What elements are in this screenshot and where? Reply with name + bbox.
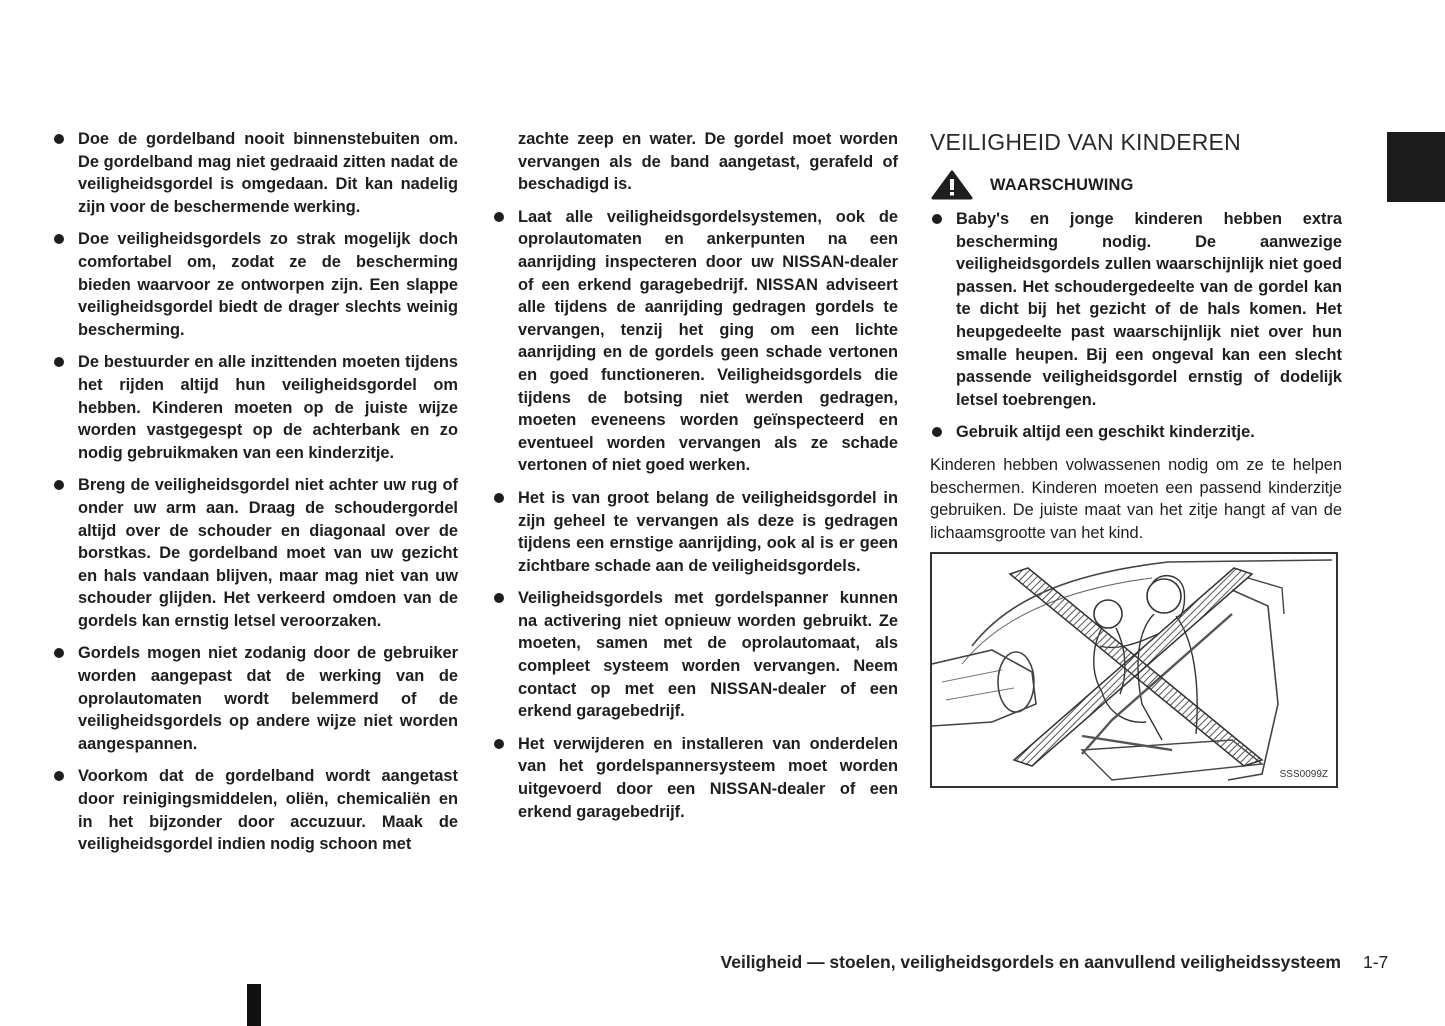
list-item: Het is van groot belang de veiligheidsgordel in zijn geheel te vervangen als deze is gedragen tijdens een ernstige aanrijding, ook al is er geen zichtbare schade aan de veiligheidsgordels. (492, 487, 898, 577)
chapter-tab (1387, 132, 1445, 202)
warning-label: WAARSCHUWING (990, 175, 1134, 194)
crop-mark (247, 984, 261, 1026)
running-footer: Veiligheid — stoelen, veiligheidsgordels en aanvullend veiligheidssysteem (720, 952, 1341, 972)
warning-list (930, 208, 1342, 444)
list-item: Gordels mogen niet zodanig door de gebruiker worden aangepast dat de werking van de oprolautomaten wordt belemmerd of de veiligheidsgordels op andere wijze niet worden aangespannen. (52, 642, 458, 755)
list-item: Doe veiligheidsgordels zo strak mogelijk doch comfortabel om, zodat ze de bescherming bieden waarvoor ze ontworpen zijn. Een slappe veiligheidsgordel biedt de drager slechts weinig bescherming. (52, 228, 458, 341)
bullet-list (492, 206, 898, 823)
bullet-list (52, 128, 458, 856)
list-item: Laat alle veiligheidsgordelsystemen, ook de oprolautomaten en ankerpunten na een aanrijding inspecteren door uw NISSAN-dealer of een erkend garagebedrijf. NISSAN adviseert alle tijdens de aanrijding gedragen gordels te vervangen, tenzij het ging om een lichte aanrijding en de gordels geen schade vertonen en goed functioneren. Veiligheidsgordels die tijdens de botsing niet werden gedragen, moeten eveneens worden geïnspecteerd en eventueel worden vervangen als ze schade vertonen of niet goed werken. (492, 206, 898, 477)
continued-paragraph: zachte zeep en water. De gordel moet worden vervangen als de band aangetast, gerafeld of beschadigd is. (518, 130, 898, 194)
figure-code: SSS0099Z (1279, 769, 1328, 781)
warning-triangle-icon (930, 170, 974, 200)
body-paragraph: Kinderen hebben volwassenen nodig om ze te helpen beschermen. Kinderen moeten een passend kinderzitje gebruiken. De juiste maat van het zitje hangt af van de lichaamsgrootte van het kind. (930, 455, 1342, 542)
section-title: VEILIGHEID VAN KINDEREN (930, 129, 1241, 155)
list-item: Veiligheidsgordels met gordelspanner kunnen na activering niet opnieuw worden gebruikt. Ze moeten, samen met de oprolautomaat, als compleet systeem worden vervangen. Neem contact op met een NISSAN-dealer of een erkend garagebedrijf. (492, 587, 898, 723)
child-seat-illustration (930, 552, 1338, 788)
page-number: 1-7 (1363, 952, 1389, 972)
child-on-lap-illustration (932, 554, 1336, 786)
list-item: Voorkom dat de gordelband wordt aangetast door reinigingsmiddelen, oliën, chemicaliën en in het bijzonder door accuzuur. Maak de veiligheidsgordel indien nodig schoon met (52, 765, 458, 855)
list-item: Baby's en jonge kinderen hebben extra bescherming nodig. De aanwezige veiligheidsgordels zullen waarschijnlijk niet goed passen. Het schoudergedeelte van de gordel kan te dicht bij het gezicht of de hals komen. Het heupgedeelte past waarschijnlijk niet over hun smalle heupen. Bij een ongeval kan een slecht passende veiligheidsgordel ernstig of dodelijk letsel toebrengen. (930, 208, 1342, 411)
list-item: De bestuurder en alle inzittenden moeten tijdens het rijden altijd hun veiligheidsgordel om hebben. Kinderen moeten op de juiste wijze worden vastgegespt op de achterbank en zo nodig gebruikmaken van een kinderzitje. (52, 351, 458, 464)
left-column (52, 128, 458, 866)
list-item: Doe de gordelband nooit binnenstebuiten om. De gordelband mag niet gedraaid zitten nadat de veiligheidsgordel is omgedaan. Dit kan nadelig zijn voor de beschermende werking. (52, 128, 458, 218)
right-column (930, 128, 1342, 788)
list-item: Breng de veiligheidsgordel niet achter uw rug of onder uw arm aan. Draag de schoudergordel altijd over de schouder en diagonaal over de borstkas. De gordelband moet van uw gezicht en hals vandaan blijven, maar mag niet van uw schouder glijden. Het verkeerd omdoen van de gordels kan ernstig letsel veroorzaken. (52, 474, 458, 632)
middle-column (492, 128, 898, 833)
list-item: Gebruik altijd een geschikt kinderzitje. (930, 421, 1342, 444)
warning-header (930, 170, 1342, 200)
list-item: Het verwijderen en installeren van onderdelen van het gordelspannersysteem moet worden uitgevoerd door een NISSAN-dealer of een erkend garagebedrijf. (492, 733, 898, 823)
